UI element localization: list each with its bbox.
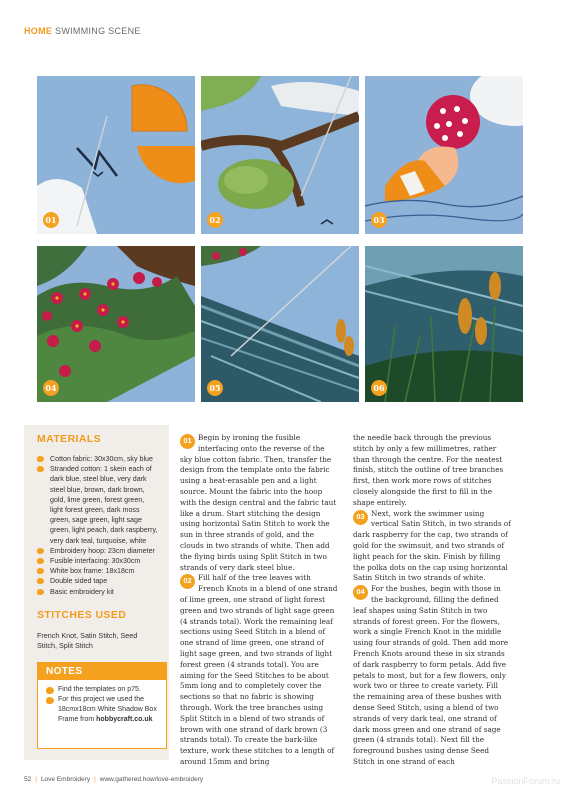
section-label: HOME: [24, 26, 53, 36]
notes-box: [37, 662, 167, 749]
step-number: 04: [353, 585, 368, 600]
step-text: For the bushes, begin with those in the background, filling the defined leaf shapes using Satin Stitch in two strands of forest green. For the flowers, work a single French Knot in the middle using four strands of gold. Then add more French Knots around these in six strands of dark raspberry to form petals. Add five petals to most, but for a few flowers, only work two or three to create variety. Fill the remaining area of these bushes with dense Seed Stitch, using a blend of two strands of very dark teal, one strand of dark moss green and one strand of sage green (4 strands total). Next fill the foreground bushes using dense Seed Stitch in one strand of each: [353, 584, 509, 766]
photo-step-05: [201, 246, 359, 402]
note-text: For this project we used the 18cmx18cm White Shadow Box Frame from: [58, 696, 157, 723]
list-item: Cotton fabric: 30x30cm, sky blue: [37, 454, 159, 464]
step-04-paragraph: [353, 584, 511, 768]
step-badge: 06: [371, 380, 387, 396]
step-01-paragraph: [180, 433, 338, 573]
step-02-continued: the needle back through the previous stitch by only a few millimetres, rather than through the centre. For the neatest finish, stitch the outline of tree branches first, then work more rows of stitches closely alongside the first to fill in the shape entirely.: [353, 433, 504, 507]
page-number: 52: [24, 776, 32, 783]
step-text: Next, work the swimmer using vertical Satin Stitch, in two strands of dark raspberry for the cap, two strands of gold for the swimsuit, and two strands of light peach for the skin. Finish by filling the polka dots on the cap using horizontal Satin Stitch in two strands of white.: [353, 508, 511, 583]
article-column-2: [353, 433, 511, 768]
step-number: 02: [180, 574, 195, 589]
footer-url[interactable]: www.gathered.how/love-embroidery: [99, 776, 204, 783]
list-item: Stranded cotton: 1 skein each of dark blue, steel blue, very dark steel blue, brown, dark brown, gold, lime green, forest green, light forest green, dark moss green, sage green, light sage green, light peach, dark raspberry, very dark teal, turquoise, white: [37, 464, 159, 546]
step-badge: 04: [43, 380, 59, 396]
photo-step-03: [365, 76, 523, 234]
step-number: 01: [180, 434, 195, 449]
step-text: Begin by ironing the fusible interfacing onto the reverse of the sky blue cotton fabric. Then, transfer the design from the template onto the fabric using a heat-erasable pen and a light source. Mount the fabric into the hoop with the design central and the fabric taut like a drum. Start stitching the design using horizontal Satin Stitch to work the sun in three strands of gold, and the clouds in two strands of white. Then add the flying birds using Split Stitch in two strands of very dark steel blue.: [180, 433, 337, 572]
step-03-paragraph: [353, 509, 511, 585]
materials-heading: MATERIALS: [37, 433, 102, 445]
step-badge: 03: [371, 212, 387, 228]
magazine-name: Love Embroidery: [40, 776, 91, 783]
list-item: Double sided tape: [37, 576, 159, 586]
hobbycraft-link[interactable]: hobbycraft.co.uk: [96, 716, 153, 723]
stitches-text: French Knot, Satin Stitch, Seed Stitch, Split Stitch: [37, 630, 138, 651]
list-item: Basic embroidery kit: [37, 587, 159, 597]
section-title: SWIMMING SCENE: [55, 26, 141, 36]
section-header: [24, 26, 141, 36]
photo-step-06: [365, 246, 523, 402]
step-badge: 05: [207, 380, 223, 396]
list-item: Fusible interfacing: 30x30cm: [37, 556, 159, 566]
materials-list: [37, 454, 159, 597]
step-badge: 02: [207, 212, 223, 228]
stitches-heading: STITCHES USED: [37, 608, 127, 621]
watermark: PassionForum.ru: [491, 776, 560, 786]
step-badge: 01: [43, 212, 59, 228]
step-number: 03: [353, 510, 368, 525]
step-text: Fill half of the tree leaves with French Knots in a blend of one strand of lime green, one strand of light forest green and two strands of light sage green (4 strands total). Work the remaining leaf sections using Seed Stitch in a blend of one strand of lime green, one strand of light sage green, and two strands of light forest green (4 strands total). You are aiming for the Seed Stitches to be about 5mm long and to completely cover the sections so that no fabric is showing through. Work the tree branches using Split Stitch in a blend of two strands of brown with one strand of dark brown (3 strands total). To create the bark-like texture, work these stitches to a length of around 15mm and bring: [180, 573, 338, 766]
page-footer: 52 | Love Embroidery | www.gathered.how/love-embroidery: [24, 776, 204, 783]
notes-heading: NOTES: [38, 663, 166, 680]
photo-step-01: [37, 76, 195, 234]
list-item: Embroidery hoop: 23cm diameter: [37, 546, 159, 556]
step-02-paragraph: [180, 573, 338, 767]
photo-step-04: [37, 246, 195, 402]
article-column-1: [180, 433, 338, 768]
photo-step-02: [201, 76, 359, 234]
list-item: Find the templates on p75.: [46, 685, 162, 695]
list-item: White box frame: 18x18cm: [37, 566, 159, 576]
list-item: [46, 695, 162, 725]
